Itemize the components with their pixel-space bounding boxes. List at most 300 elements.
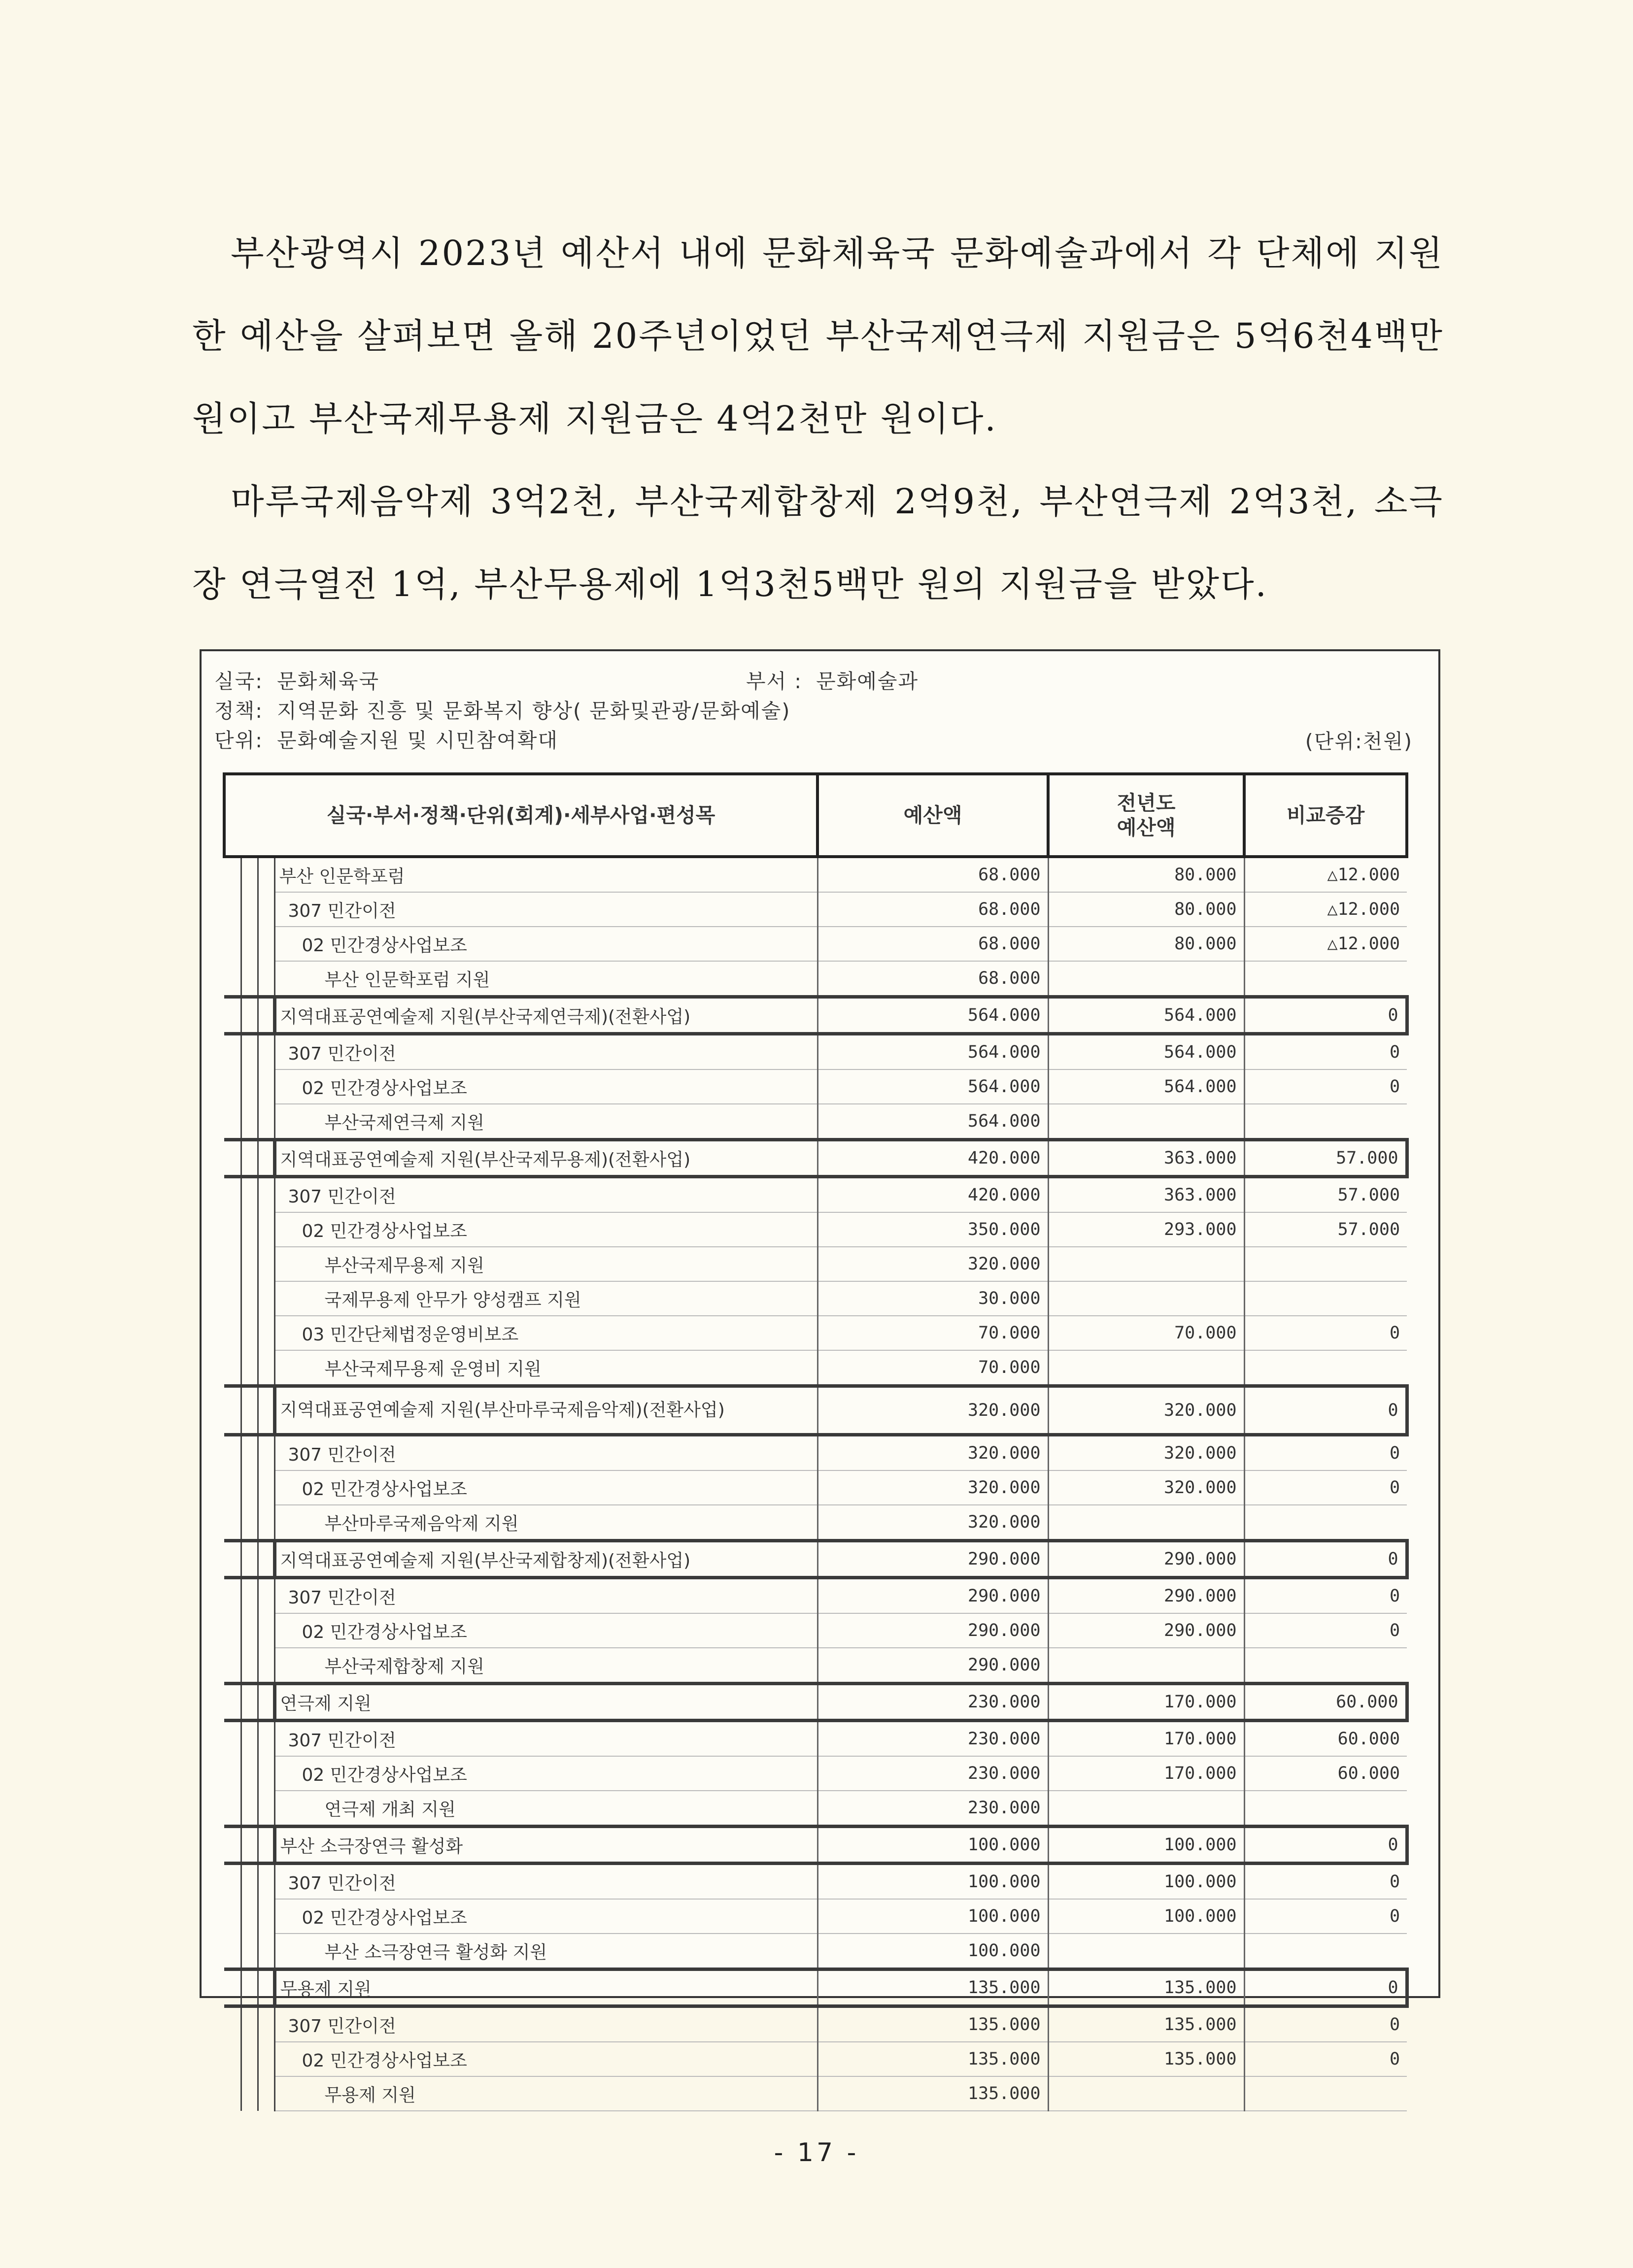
row-budget: 564.000 xyxy=(817,1034,1048,1070)
row-prev-budget: 170.000 xyxy=(1048,1684,1244,1721)
row-budget: 100.000 xyxy=(817,1899,1048,1934)
tree-rail xyxy=(258,1212,274,1247)
row-budget: 68.000 xyxy=(817,892,1048,927)
row-budget: 350.000 xyxy=(817,1212,1048,1247)
row-prev-budget: 100.000 xyxy=(1048,1827,1244,1864)
silguk-line xyxy=(214,665,379,694)
table-header-row xyxy=(224,774,1407,857)
row-name: 02 민간경상사업보조 xyxy=(274,1756,817,1791)
row-diff: 0 xyxy=(1244,997,1407,1034)
row-budget: 135.000 xyxy=(817,1969,1048,2006)
row-name: 부산국제연극제 지원 xyxy=(274,1104,817,1140)
row-budget: 70.000 xyxy=(817,1316,1048,1350)
tree-rail xyxy=(224,2006,241,2042)
row-diff: 0 xyxy=(1244,1899,1407,1934)
row-prev-budget xyxy=(1048,1648,1244,1684)
row-diff: 0 xyxy=(1244,1034,1407,1070)
table-row xyxy=(224,961,1407,997)
tree-rail xyxy=(241,2006,258,2042)
col-header-budget: 예산액 xyxy=(817,774,1048,857)
row-prev-budget xyxy=(1048,1350,1244,1386)
tree-rail xyxy=(258,2006,274,2042)
row-name: 부산국제무용제 지원 xyxy=(274,1247,817,1281)
tree-rail xyxy=(241,927,258,961)
tree-rail xyxy=(258,1541,274,1578)
row-budget: 320.000 xyxy=(817,1386,1048,1435)
tree-rail xyxy=(224,1034,241,1070)
tree-rail xyxy=(258,857,274,892)
tree-rail xyxy=(258,2042,274,2076)
row-diff: 0 xyxy=(1244,1827,1407,1864)
row-budget: 100.000 xyxy=(817,1864,1048,1900)
tree-rail xyxy=(224,1386,241,1435)
row-name: 부산 인문학포럼 xyxy=(274,857,817,892)
row-name: 부산국제합창제 지원 xyxy=(274,1648,817,1684)
row-name: 307 민간이전 xyxy=(274,1034,817,1070)
tree-rail xyxy=(224,1791,241,1827)
table-row xyxy=(224,1756,1407,1791)
table-row xyxy=(224,1470,1407,1505)
row-name: 02 민간경상사업보조 xyxy=(274,1613,817,1648)
table-row xyxy=(224,1791,1407,1827)
table-row xyxy=(224,1316,1407,1350)
row-diff xyxy=(1244,961,1407,997)
row-budget: 420.000 xyxy=(817,1177,1048,1213)
tree-rail xyxy=(224,1316,241,1350)
row-prev-budget: 80.000 xyxy=(1048,857,1244,892)
row-name: 02 민간경상사업보조 xyxy=(274,1212,817,1247)
table-row xyxy=(224,1578,1407,1614)
tree-rail xyxy=(258,1756,274,1791)
row-name: 02 민간경상사업보조 xyxy=(274,1899,817,1934)
row-budget: 290.000 xyxy=(817,1613,1048,1648)
policy-value: 지역문화 진흥 및 문화복지 향상( 문화및관광/문화예술) xyxy=(277,699,791,723)
row-prev-budget: 293.000 xyxy=(1048,1212,1244,1247)
row-diff xyxy=(1244,1247,1407,1281)
tree-rail xyxy=(241,1177,258,1213)
tree-rail xyxy=(241,997,258,1034)
row-budget: 100.000 xyxy=(817,1827,1048,1864)
row-budget: 30.000 xyxy=(817,1281,1048,1316)
table-row xyxy=(224,1934,1407,1969)
tree-rail xyxy=(224,1435,241,1471)
row-prev-budget: 320.000 xyxy=(1048,1435,1244,1471)
row-diff xyxy=(1244,2076,1407,2111)
tree-rail xyxy=(224,1578,241,1614)
row-prev-budget xyxy=(1048,1505,1244,1541)
row-name: 307 민간이전 xyxy=(274,892,817,927)
row-diff: 0 xyxy=(1244,1541,1407,1578)
row-diff: 0 xyxy=(1244,1435,1407,1471)
row-budget: 564.000 xyxy=(817,997,1048,1034)
page-number: - 17 - xyxy=(774,2138,859,2168)
table-row xyxy=(224,1140,1407,1177)
dept-value: 문화예술과 xyxy=(816,669,919,693)
row-diff: 0 xyxy=(1244,1386,1407,1435)
row-prev-budget: 80.000 xyxy=(1048,927,1244,961)
tree-rail xyxy=(224,2076,241,2111)
row-prev-budget xyxy=(1048,1934,1244,1969)
table-row xyxy=(224,1034,1407,1070)
tree-rail xyxy=(224,1177,241,1213)
row-prev-budget: 290.000 xyxy=(1048,1541,1244,1578)
row-name: 국제무용제 안무가 양성캠프 지원 xyxy=(274,1281,817,1316)
table-row xyxy=(224,1069,1407,1104)
tree-rail xyxy=(224,1969,241,2006)
row-budget: 290.000 xyxy=(817,1648,1048,1684)
tree-rail xyxy=(224,1934,241,1969)
tree-rail xyxy=(224,1756,241,1791)
tree-rail xyxy=(224,1648,241,1684)
row-diff: 0 xyxy=(1244,2042,1407,2076)
row-name: 307 민간이전 xyxy=(274,2006,817,2042)
tree-rail xyxy=(258,892,274,927)
row-budget: 320.000 xyxy=(817,1247,1048,1281)
tree-rail xyxy=(241,2042,258,2076)
row-prev-budget: 80.000 xyxy=(1048,892,1244,927)
row-name: 지역대표공연예술제 지원(부산마루국제음악제)(전환사업) xyxy=(274,1386,817,1435)
table-row xyxy=(224,1864,1407,1900)
tree-rail xyxy=(241,857,258,892)
row-diff: 0 xyxy=(1244,1316,1407,1350)
tree-rail xyxy=(224,1104,241,1140)
tree-rail xyxy=(224,2042,241,2076)
budget-table xyxy=(223,772,1409,2111)
row-prev-budget xyxy=(1048,2076,1244,2111)
table-row xyxy=(224,1684,1407,1721)
row-name: 307 민간이전 xyxy=(274,1864,817,1900)
row-prev-budget xyxy=(1048,1791,1244,1827)
row-budget: 135.000 xyxy=(817,2042,1048,2076)
row-diff: 60.000 xyxy=(1244,1756,1407,1791)
tree-rail xyxy=(241,1212,258,1247)
row-budget: 68.000 xyxy=(817,927,1048,961)
silguk-value: 문화체육국 xyxy=(277,669,380,693)
row-budget: 70.000 xyxy=(817,1350,1048,1386)
row-budget: 420.000 xyxy=(817,1140,1048,1177)
row-prev-budget: 100.000 xyxy=(1048,1899,1244,1934)
tree-rail xyxy=(241,1140,258,1177)
row-diff xyxy=(1244,1104,1407,1140)
tree-rail xyxy=(258,1470,274,1505)
dept-label: 부서 : xyxy=(746,669,803,693)
row-prev-budget: 135.000 xyxy=(1048,2006,1244,2042)
row-budget: 135.000 xyxy=(817,2006,1048,2042)
tree-rail xyxy=(224,1350,241,1386)
tree-rail xyxy=(224,1069,241,1104)
row-diff xyxy=(1244,1350,1407,1386)
row-prev-budget: 320.000 xyxy=(1048,1470,1244,1505)
tree-rail xyxy=(258,1969,274,2006)
tree-rail xyxy=(241,1505,258,1541)
tree-rail xyxy=(241,1721,258,1757)
table-row xyxy=(224,927,1407,961)
tree-rail xyxy=(258,1104,274,1140)
tree-rail xyxy=(224,961,241,997)
table-row xyxy=(224,2042,1407,2076)
tree-rail xyxy=(258,1827,274,1864)
row-prev-budget: 170.000 xyxy=(1048,1721,1244,1757)
col-header-name: 실국·부서·정책·단위(회계)·세부사업·편성목 xyxy=(224,774,817,857)
tree-rail xyxy=(241,1969,258,2006)
tree-rail xyxy=(224,1613,241,1648)
tree-rail xyxy=(224,1470,241,1505)
row-name: 02 민간경상사업보조 xyxy=(274,2042,817,2076)
tree-rail xyxy=(258,1934,274,1969)
tree-rail xyxy=(224,1864,241,1900)
unit-note: (단위:천원) xyxy=(1305,730,1413,753)
tree-rail xyxy=(258,1350,274,1386)
row-prev-budget: 290.000 xyxy=(1048,1613,1244,1648)
table-row xyxy=(224,997,1407,1034)
row-prev-budget: 320.000 xyxy=(1048,1386,1244,1435)
row-diff: 0 xyxy=(1244,1864,1407,1900)
row-name: 지역대표공연예술제 지원(부산국제연극제)(전환사업) xyxy=(274,997,817,1034)
row-budget: 290.000 xyxy=(817,1578,1048,1614)
unit-line xyxy=(214,724,558,753)
tree-rail xyxy=(241,1934,258,1969)
tree-rail xyxy=(241,1069,258,1104)
table-row xyxy=(224,2006,1407,2042)
row-prev-budget: 170.000 xyxy=(1048,1756,1244,1791)
tree-rail xyxy=(224,1684,241,1721)
body-paragraph-1: 부산광역시 2023년 예산서 내에 문화체육국 문화예술과에서 각 단체에 지원한 예산을 살펴보면 올해 20주년이었던 부산국제연극제 지원금은 5억6천4백만 원이고 부산국제무용제 지원금은 4억2천만 원이다. xyxy=(192,233,1444,439)
tree-rail xyxy=(258,1069,274,1104)
tree-rail xyxy=(258,1386,274,1435)
row-name: 무용제 지원 xyxy=(274,2076,817,2111)
tree-rail xyxy=(224,1827,241,1864)
tree-rail xyxy=(224,892,241,927)
row-prev-budget: 135.000 xyxy=(1048,1969,1244,2006)
policy-line xyxy=(214,695,790,724)
tree-rail xyxy=(241,1541,258,1578)
table-row xyxy=(224,1505,1407,1541)
silguk-label: 실국: xyxy=(214,669,264,693)
table-row xyxy=(224,1435,1407,1471)
row-diff xyxy=(1244,1505,1407,1541)
tree-rail xyxy=(241,1578,258,1614)
tree-rail xyxy=(258,1435,274,1471)
tree-rail xyxy=(258,1177,274,1213)
row-budget: 135.000 xyxy=(817,2076,1048,2111)
tree-rail xyxy=(241,1435,258,1471)
table-row xyxy=(224,1899,1407,1934)
row-prev-budget: 564.000 xyxy=(1048,1034,1244,1070)
row-prev-budget xyxy=(1048,1104,1244,1140)
row-name: 307 민간이전 xyxy=(274,1177,817,1213)
body-paragraph-2: 마루국제음악제 3억2천, 부산국제합창제 2억9천, 부산연극제 2억3천, 소극장 연극열전 1억, 부산무용제에 1억3천5백만 원의 지원금을 받았다. xyxy=(192,481,1444,604)
col-header-diff: 비교증감 xyxy=(1244,774,1407,857)
row-budget: 320.000 xyxy=(817,1505,1048,1541)
tree-rail xyxy=(241,1386,258,1435)
table-row xyxy=(224,1969,1407,2006)
row-name: 부산마루국제음악제 지원 xyxy=(274,1505,817,1541)
tree-rail xyxy=(224,1140,241,1177)
row-diff xyxy=(1244,1791,1407,1827)
row-budget: 230.000 xyxy=(817,1791,1048,1827)
row-diff xyxy=(1244,1281,1407,1316)
tree-rail xyxy=(258,1578,274,1614)
table-row xyxy=(224,1541,1407,1578)
tree-rail xyxy=(241,1247,258,1281)
tree-rail xyxy=(258,1505,274,1541)
row-budget: 230.000 xyxy=(817,1684,1048,1721)
tree-rail xyxy=(224,1247,241,1281)
row-diff: 0 xyxy=(1244,1578,1407,1614)
row-diff: △12.000 xyxy=(1244,927,1407,961)
row-name: 지역대표공연예술제 지원(부산국제무용제)(전환사업) xyxy=(274,1140,817,1177)
tree-rail xyxy=(258,961,274,997)
tree-rail xyxy=(258,927,274,961)
tree-rail xyxy=(258,2076,274,2111)
row-budget: 564.000 xyxy=(817,1069,1048,1104)
tree-rail xyxy=(224,1899,241,1934)
row-name: 307 민간이전 xyxy=(274,1435,817,1471)
tree-rail xyxy=(241,1864,258,1900)
tree-rail xyxy=(241,1281,258,1316)
table-row xyxy=(224,892,1407,927)
tree-rail xyxy=(224,1212,241,1247)
table-body xyxy=(224,857,1407,2111)
tree-rail xyxy=(241,2076,258,2111)
tree-rail xyxy=(241,1470,258,1505)
tree-rail xyxy=(224,927,241,961)
table-row xyxy=(224,1648,1407,1684)
tree-rail xyxy=(258,1034,274,1070)
tree-rail xyxy=(241,1791,258,1827)
tree-rail xyxy=(224,997,241,1034)
budget-table-scan xyxy=(200,649,1440,2105)
tree-rail xyxy=(258,1899,274,1934)
col-header-prev: 전년도 예산액 xyxy=(1048,774,1244,857)
row-prev-budget xyxy=(1048,1247,1244,1281)
tree-rail xyxy=(241,1316,258,1350)
row-name: 307 민간이전 xyxy=(274,1578,817,1614)
row-diff: 0 xyxy=(1244,1069,1407,1104)
unit-label: 단위: xyxy=(214,729,264,752)
tree-rail xyxy=(224,1541,241,1578)
tree-rail xyxy=(258,1281,274,1316)
row-budget: 230.000 xyxy=(817,1721,1048,1757)
tree-rail xyxy=(224,1505,241,1541)
row-prev-budget xyxy=(1048,1281,1244,1316)
row-name: 부산 인문학포럼 지원 xyxy=(274,961,817,997)
table-row xyxy=(224,1177,1407,1213)
row-diff: 0 xyxy=(1244,1470,1407,1505)
row-prev-budget xyxy=(1048,961,1244,997)
tree-rail xyxy=(241,1827,258,1864)
row-budget: 100.000 xyxy=(817,1934,1048,1969)
tree-rail xyxy=(241,1648,258,1684)
row-budget: 320.000 xyxy=(817,1435,1048,1471)
tree-rail xyxy=(258,997,274,1034)
tree-rail xyxy=(241,1684,258,1721)
tree-rail xyxy=(258,1721,274,1757)
tree-rail xyxy=(258,1864,274,1900)
row-prev-budget: 363.000 xyxy=(1048,1177,1244,1213)
row-name: 연극제 지원 xyxy=(274,1684,817,1721)
unit-value: 문화예술지원 및 시민참여확대 xyxy=(277,729,558,752)
row-diff: 57.000 xyxy=(1244,1177,1407,1213)
row-diff: 57.000 xyxy=(1244,1212,1407,1247)
tree-rail xyxy=(241,1104,258,1140)
tree-rail xyxy=(241,1350,258,1386)
tree-rail xyxy=(258,1247,274,1281)
row-diff: 0 xyxy=(1244,1613,1407,1648)
row-diff: 0 xyxy=(1244,1969,1407,2006)
row-prev-budget: 290.000 xyxy=(1048,1578,1244,1614)
tree-rail xyxy=(258,1791,274,1827)
row-diff: 60.000 xyxy=(1244,1684,1407,1721)
tree-rail xyxy=(241,961,258,997)
row-prev-budget: 135.000 xyxy=(1048,2042,1244,2076)
table-row xyxy=(224,1386,1407,1435)
policy-label: 정책: xyxy=(214,699,264,723)
row-budget: 68.000 xyxy=(817,857,1048,892)
table-row xyxy=(224,857,1407,892)
row-diff: 60.000 xyxy=(1244,1721,1407,1757)
tree-rail xyxy=(224,857,241,892)
row-budget: 564.000 xyxy=(817,1104,1048,1140)
row-name: 지역대표공연예술제 지원(부산국제합창제)(전환사업) xyxy=(274,1541,817,1578)
row-diff: △12.000 xyxy=(1244,892,1407,927)
row-budget: 290.000 xyxy=(817,1541,1048,1578)
row-name: 부산국제무용제 운영비 지원 xyxy=(274,1350,817,1386)
row-name: 02 민간경상사업보조 xyxy=(274,927,817,961)
tree-rail xyxy=(241,1899,258,1934)
dept-line xyxy=(746,665,919,694)
row-prev-budget: 70.000 xyxy=(1048,1316,1244,1350)
table-row xyxy=(224,1247,1407,1281)
table-row xyxy=(224,2076,1407,2111)
tree-rail xyxy=(258,1648,274,1684)
table-row xyxy=(224,1281,1407,1316)
row-budget: 68.000 xyxy=(817,961,1048,997)
row-prev-budget: 564.000 xyxy=(1048,997,1244,1034)
tree-rail xyxy=(258,1140,274,1177)
table-row xyxy=(224,1350,1407,1386)
tree-rail xyxy=(241,1613,258,1648)
row-name: 연극제 개최 지원 xyxy=(274,1791,817,1827)
tree-rail xyxy=(258,1684,274,1721)
tree-rail xyxy=(241,1034,258,1070)
row-name: 02 민간경상사업보조 xyxy=(274,1069,817,1104)
table-row xyxy=(224,1827,1407,1864)
row-name: 부산 소극장연극 활성화 지원 xyxy=(274,1934,817,1969)
table-row xyxy=(224,1104,1407,1140)
tree-rail xyxy=(258,1613,274,1648)
row-diff: 0 xyxy=(1244,2006,1407,2042)
row-prev-budget: 564.000 xyxy=(1048,1069,1244,1104)
tree-rail xyxy=(241,892,258,927)
row-prev-budget: 100.000 xyxy=(1048,1864,1244,1900)
row-name: 02 민간경상사업보조 xyxy=(274,1470,817,1505)
row-diff: △12.000 xyxy=(1244,857,1407,892)
tree-rail xyxy=(241,1756,258,1791)
row-diff xyxy=(1244,1648,1407,1684)
tree-rail xyxy=(224,1721,241,1757)
table-row xyxy=(224,1613,1407,1648)
tree-rail xyxy=(258,1316,274,1350)
tree-rail xyxy=(224,1281,241,1316)
row-name: 무용제 지원 xyxy=(274,1969,817,2006)
row-budget: 320.000 xyxy=(817,1470,1048,1505)
row-name: 307 민간이전 xyxy=(274,1721,817,1757)
row-diff xyxy=(1244,1934,1407,1969)
table-row xyxy=(224,1212,1407,1247)
row-diff: 57.000 xyxy=(1244,1140,1407,1177)
table-row xyxy=(224,1721,1407,1757)
